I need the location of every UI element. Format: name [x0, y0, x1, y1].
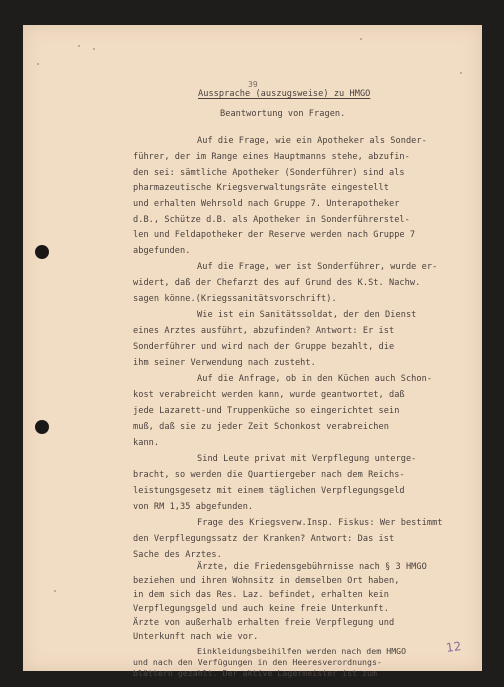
body-line: bracht, so werden die Quartiergeber nach dem Reichs- — [133, 470, 405, 480]
body-line: und erhalten Wehrsold nach Gruppe 7. Unterapotheker — [133, 199, 400, 209]
body-line: leistungsgesetz mit einem täglichen Verpflegungsgeld — [133, 486, 405, 496]
body-line: Ärzte, die Friedensgebührnisse nach § 3 HMGO — [197, 562, 427, 572]
body-line: und nach den Verfügungen in den Heeresverordnungs- — [133, 657, 382, 667]
body-line: Wie ist ein Sanitätssoldat, der den Dienst — [197, 310, 417, 320]
document-title: Aussprache (auszugsweise) zu HMGO — [198, 89, 371, 99]
body-line: Auf die Frage, wie ein Apotheker als Sonder- — [197, 136, 427, 146]
body-line: blättern gezahlt. Der aktive Lagermeister ist zum — [133, 668, 377, 678]
body-line: ihm seiner Verwendung nach zusteht. — [133, 358, 316, 368]
body-line: in dem sich das Res. Laz. befindet, erhalten kein — [133, 590, 389, 600]
body-line: eines Arztes ausführt, abzufinden? Antwort: Er ist — [133, 326, 395, 336]
pencil-folio-mark: 12 — [445, 639, 463, 655]
body-line: Sind Leute privat mit Verpflegung unterge- — [197, 454, 417, 464]
body-line: Verpflegungsgeld und auch keine freie Unterkunft. — [133, 604, 389, 614]
body-line: beziehen und ihren Wohnsitz in demselben Ort haben, — [133, 576, 400, 586]
body-line: von RM 1,35 abgefunden. — [133, 502, 254, 512]
body-line: Sonderführer und wird nach der Gruppe bezahlt, die — [133, 342, 395, 352]
body-line: kost verabreicht werden kann, wurde geantwortet, daß — [133, 390, 405, 400]
body-line: widert, daß der Chefarzt des auf Grund des K.St. Nachw. — [133, 278, 421, 288]
body-line: abgefunden. — [133, 246, 191, 256]
page-number: 39 — [248, 80, 258, 89]
body-line: führer, der im Range eines Hauptmanns stehe, abzufin- — [133, 152, 410, 162]
body-line: Einkleidungsbeihilfen werden nach dem HMGO — [197, 646, 407, 656]
body-line: den sei: sämtliche Apotheker (Sonderführer) sind als — [133, 168, 405, 178]
body-line: sagen könne.(Kriegssanitätsvorschrift). — [133, 294, 337, 304]
body-line: d.B., Schütze d.B. als Apotheker in Sonderführerstel- — [133, 215, 410, 225]
body-line: Frage des Kriegsverw.Insp. Fiskus: Wer bestimmt — [197, 518, 443, 528]
body-line: Auf die Anfrage, ob in den Küchen auch Schon- — [197, 374, 433, 384]
body-line: muß, daß sie zu jeder Zeit Schonkost verabreichen — [133, 422, 389, 432]
body-line: jede Lazarett-und Truppenküche so eingerichtet sein — [133, 406, 400, 416]
body-line: Unterkunft nach wie vor. — [133, 632, 259, 642]
body-line: Auf die Frage, wer ist Sonderführer, wurde er- — [197, 262, 438, 272]
document-subtitle: Beantwortung von Fragen. — [220, 109, 346, 119]
body-line: den Verpflegungssatz der Kranken? Antwort: Das ist — [133, 534, 395, 544]
body-line: kann. — [133, 438, 160, 448]
body-line: Sache des Arztes. — [133, 550, 222, 560]
body-line: Ärzte von außerhalb erhalten freie Verpflegung und — [133, 618, 395, 628]
body-line: pharmazeutische Kriegsverwaltungsräte eingestellt — [133, 183, 389, 193]
body-line: len und Feldapotheker der Reserve werden nach Gruppe 7 — [133, 230, 416, 240]
